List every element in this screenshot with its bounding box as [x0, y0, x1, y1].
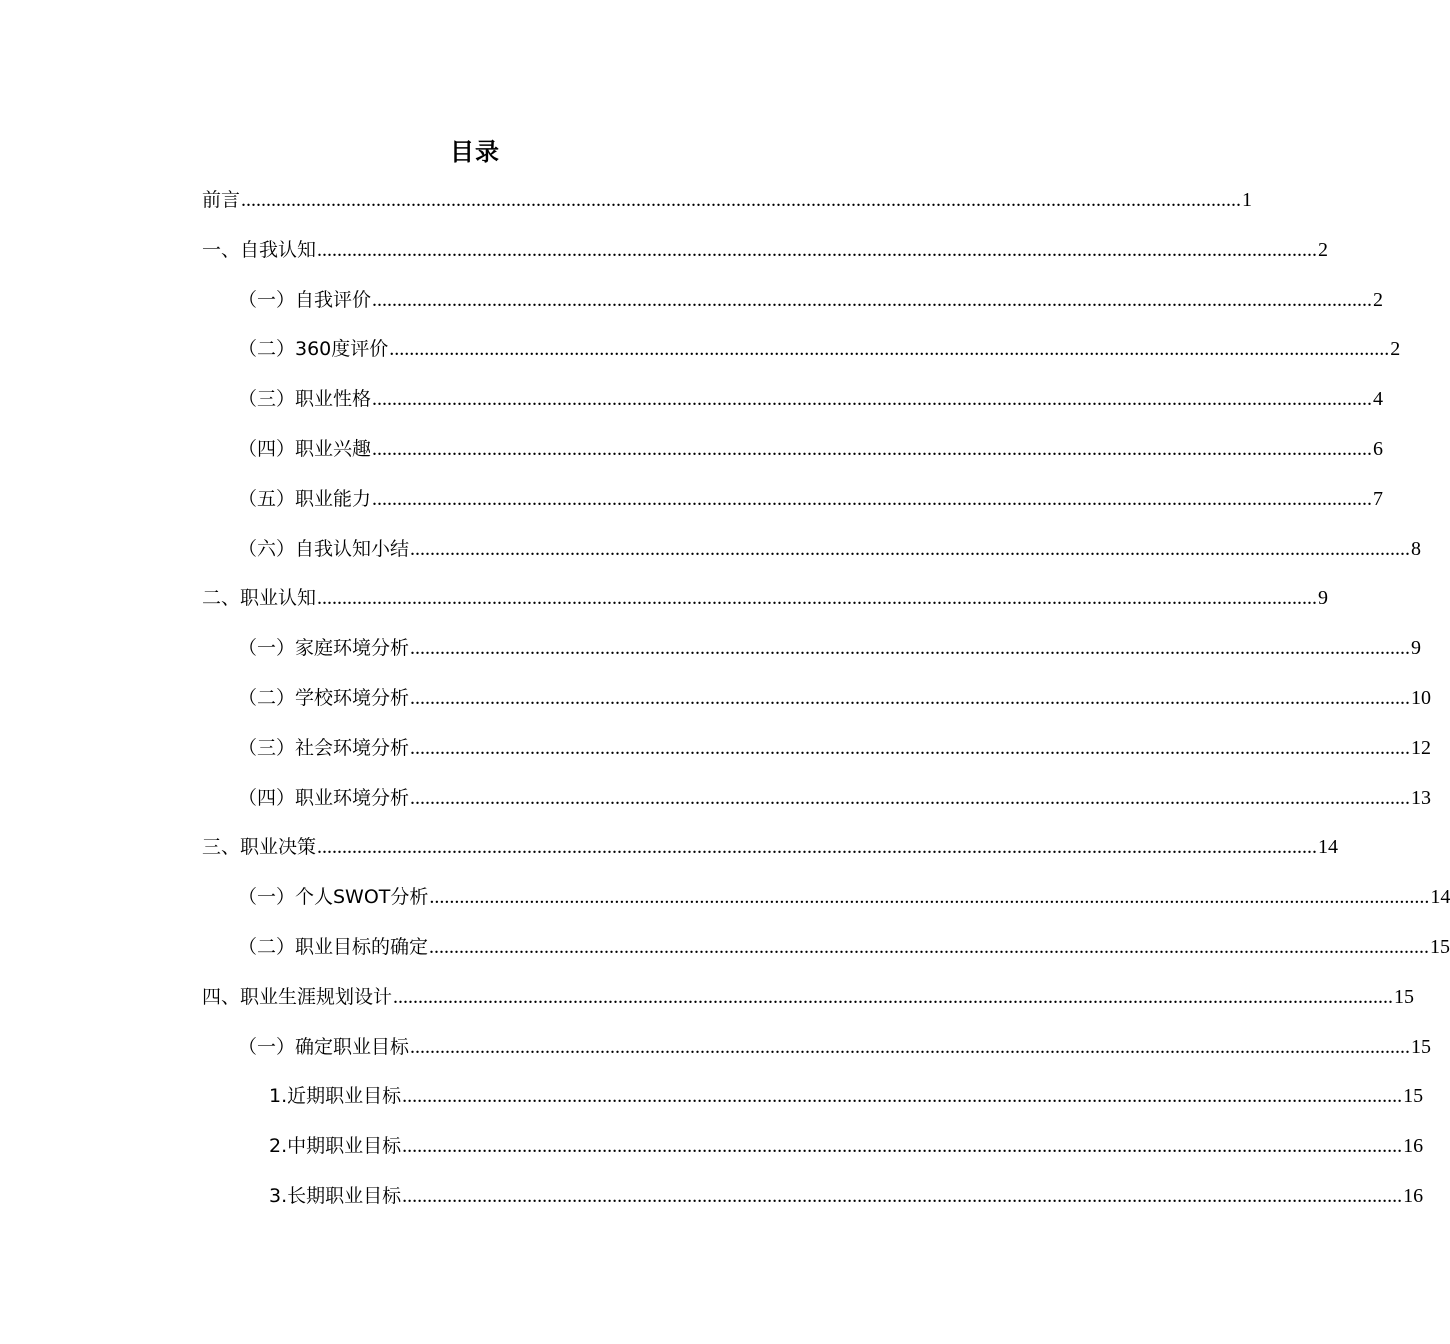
toc-entry-section[interactable]	[202, 483, 1384, 533]
toc-entry-text: （二）360度评价	[238, 338, 389, 361]
dot-leader: ........................................................................................................................................................................................................	[372, 487, 1373, 510]
dot-leader: ........................................................................................................................................................................................................	[317, 587, 1318, 610]
toc-entry-section[interactable]	[202, 533, 1422, 583]
dot-leader: ........................................................................................................................................................................................................	[410, 786, 1411, 809]
toc-entry-chapter-3[interactable]	[202, 831, 1339, 881]
toc-page-number: 15	[1394, 985, 1415, 1008]
toc-entry-text: （三）社会环境分析	[238, 736, 410, 759]
toc-entry-text: 1.近期职业目标	[269, 1085, 402, 1108]
toc-entry-section[interactable]	[202, 284, 1384, 334]
toc-entry-text: （一）确定职业目标	[238, 1035, 410, 1058]
toc-entry-section[interactable]	[202, 433, 1384, 483]
toc-page-number: 2	[1390, 338, 1401, 361]
toc-entry-section[interactable]	[202, 333, 1401, 383]
toc-entry-text: （四）职业兴趣	[238, 437, 372, 460]
dot-leader: ........................................................................................................................................................................................................	[317, 238, 1318, 261]
toc-entry-text: 前言	[202, 189, 241, 211]
toc-title: 目录	[450, 138, 500, 166]
toc-entry-text: （一）家庭环境分析	[238, 637, 410, 660]
dot-leader: ........................................................................................................................................................................................................	[410, 686, 1411, 709]
toc-entry-section[interactable]	[202, 383, 1384, 433]
toc-entry-text: （三）职业性格	[238, 388, 372, 411]
toc-entry-text: 二、职业认知	[202, 587, 317, 610]
dot-leader: ........................................................................................................................................................................................................	[429, 886, 1430, 909]
toc-entry-text: 一、自我认知	[202, 238, 317, 261]
toc-page-number: 9	[1411, 637, 1422, 660]
toc-page-number: 13	[1411, 786, 1432, 809]
dot-leader: ........................................................................................................................................................................................................	[372, 288, 1373, 311]
toc-entry-text: 四、职业生涯规划设计	[202, 985, 393, 1008]
dot-leader: ........................................................................................................................................................................................................	[429, 935, 1430, 958]
toc-entry-chapter-2[interactable]	[202, 582, 1329, 632]
toc-page-number: 10	[1411, 686, 1432, 709]
toc-page-number: 12	[1411, 736, 1432, 759]
toc-entry-section[interactable]	[202, 732, 1432, 782]
toc-entry-text: （二）学校环境分析	[238, 686, 410, 709]
toc-entry-text: 三、职业决策	[202, 836, 317, 859]
dot-leader: ........................................................................................................................................................................................................	[389, 338, 1390, 361]
toc-page-number: 14	[1430, 886, 1450, 909]
toc-page-number: 7	[1373, 487, 1384, 510]
toc-page-number: 15	[1411, 1035, 1432, 1058]
dot-leader: ........................................................................................................................................................................................................	[393, 985, 1394, 1008]
toc-entry-text: （四）职业环境分析	[238, 786, 410, 809]
toc-entry-subsection[interactable]	[202, 1130, 1424, 1180]
toc-page-number: 1	[1242, 189, 1253, 211]
dot-leader: ........................................................................................................................................................................................................	[317, 836, 1318, 859]
toc-entry-text: （二）职业目标的确定	[238, 935, 429, 958]
toc-page-number: 2	[1373, 288, 1384, 311]
toc-entry-text: （五）职业能力	[238, 487, 372, 510]
toc-page-number: 4	[1373, 388, 1384, 411]
dot-leader: ........................................................................................................................................................................................................	[410, 537, 1411, 560]
toc-page-number: 8	[1411, 537, 1422, 560]
dot-leader: ........................................................................................................................................................................................................	[410, 1035, 1411, 1058]
dot-leader: ........................................................................................................................................................................................................	[402, 1135, 1403, 1158]
toc-entry-section[interactable]	[202, 1031, 1432, 1081]
table-of-contents	[202, 184, 1450, 1230]
dot-leader: ........................................................................................................................................................................................................	[372, 437, 1373, 460]
toc-entry-text: 3.长期职业目标	[269, 1184, 402, 1207]
dot-leader: ........................................................................................................................................................................................................	[410, 637, 1411, 660]
toc-entry-preface[interactable]	[202, 184, 1253, 234]
toc-entry-chapter-4[interactable]	[202, 981, 1415, 1031]
toc-entry-text: 2.中期职业目标	[269, 1135, 402, 1158]
toc-page-number: 14	[1318, 836, 1339, 859]
toc-entry-section[interactable]	[202, 782, 1432, 832]
toc-page-number: 15	[1430, 935, 1450, 958]
toc-entry-section[interactable]	[202, 632, 1422, 682]
dot-leader: ........................................................................................................................................................................................................	[241, 189, 1242, 211]
toc-page-number: 16	[1403, 1184, 1424, 1207]
toc-page-number: 2	[1318, 238, 1329, 261]
toc-entry-section[interactable]	[202, 931, 1450, 981]
toc-page-number: 16	[1403, 1135, 1424, 1158]
toc-entry-text: （一）自我评价	[238, 288, 372, 311]
toc-entry-text: （一）个人SWOT分析	[238, 886, 429, 909]
toc-page-number: 15	[1403, 1085, 1424, 1108]
toc-page-number: 6	[1373, 437, 1384, 460]
dot-leader: ........................................................................................................................................................................................................	[402, 1085, 1403, 1108]
toc-entry-section[interactable]	[202, 682, 1432, 732]
toc-entry-text: （六）自我认知小结	[238, 537, 410, 560]
toc-entry-chapter-1[interactable]	[202, 234, 1329, 284]
dot-leader: ........................................................................................................................................................................................................	[372, 388, 1373, 411]
toc-entry-subsection[interactable]	[202, 1180, 1424, 1230]
toc-entry-subsection[interactable]	[202, 1080, 1424, 1130]
toc-page-number: 9	[1318, 587, 1329, 610]
dot-leader: ........................................................................................................................................................................................................	[410, 736, 1411, 759]
toc-entry-section[interactable]	[202, 881, 1450, 931]
dot-leader: ........................................................................................................................................................................................................	[402, 1184, 1403, 1207]
